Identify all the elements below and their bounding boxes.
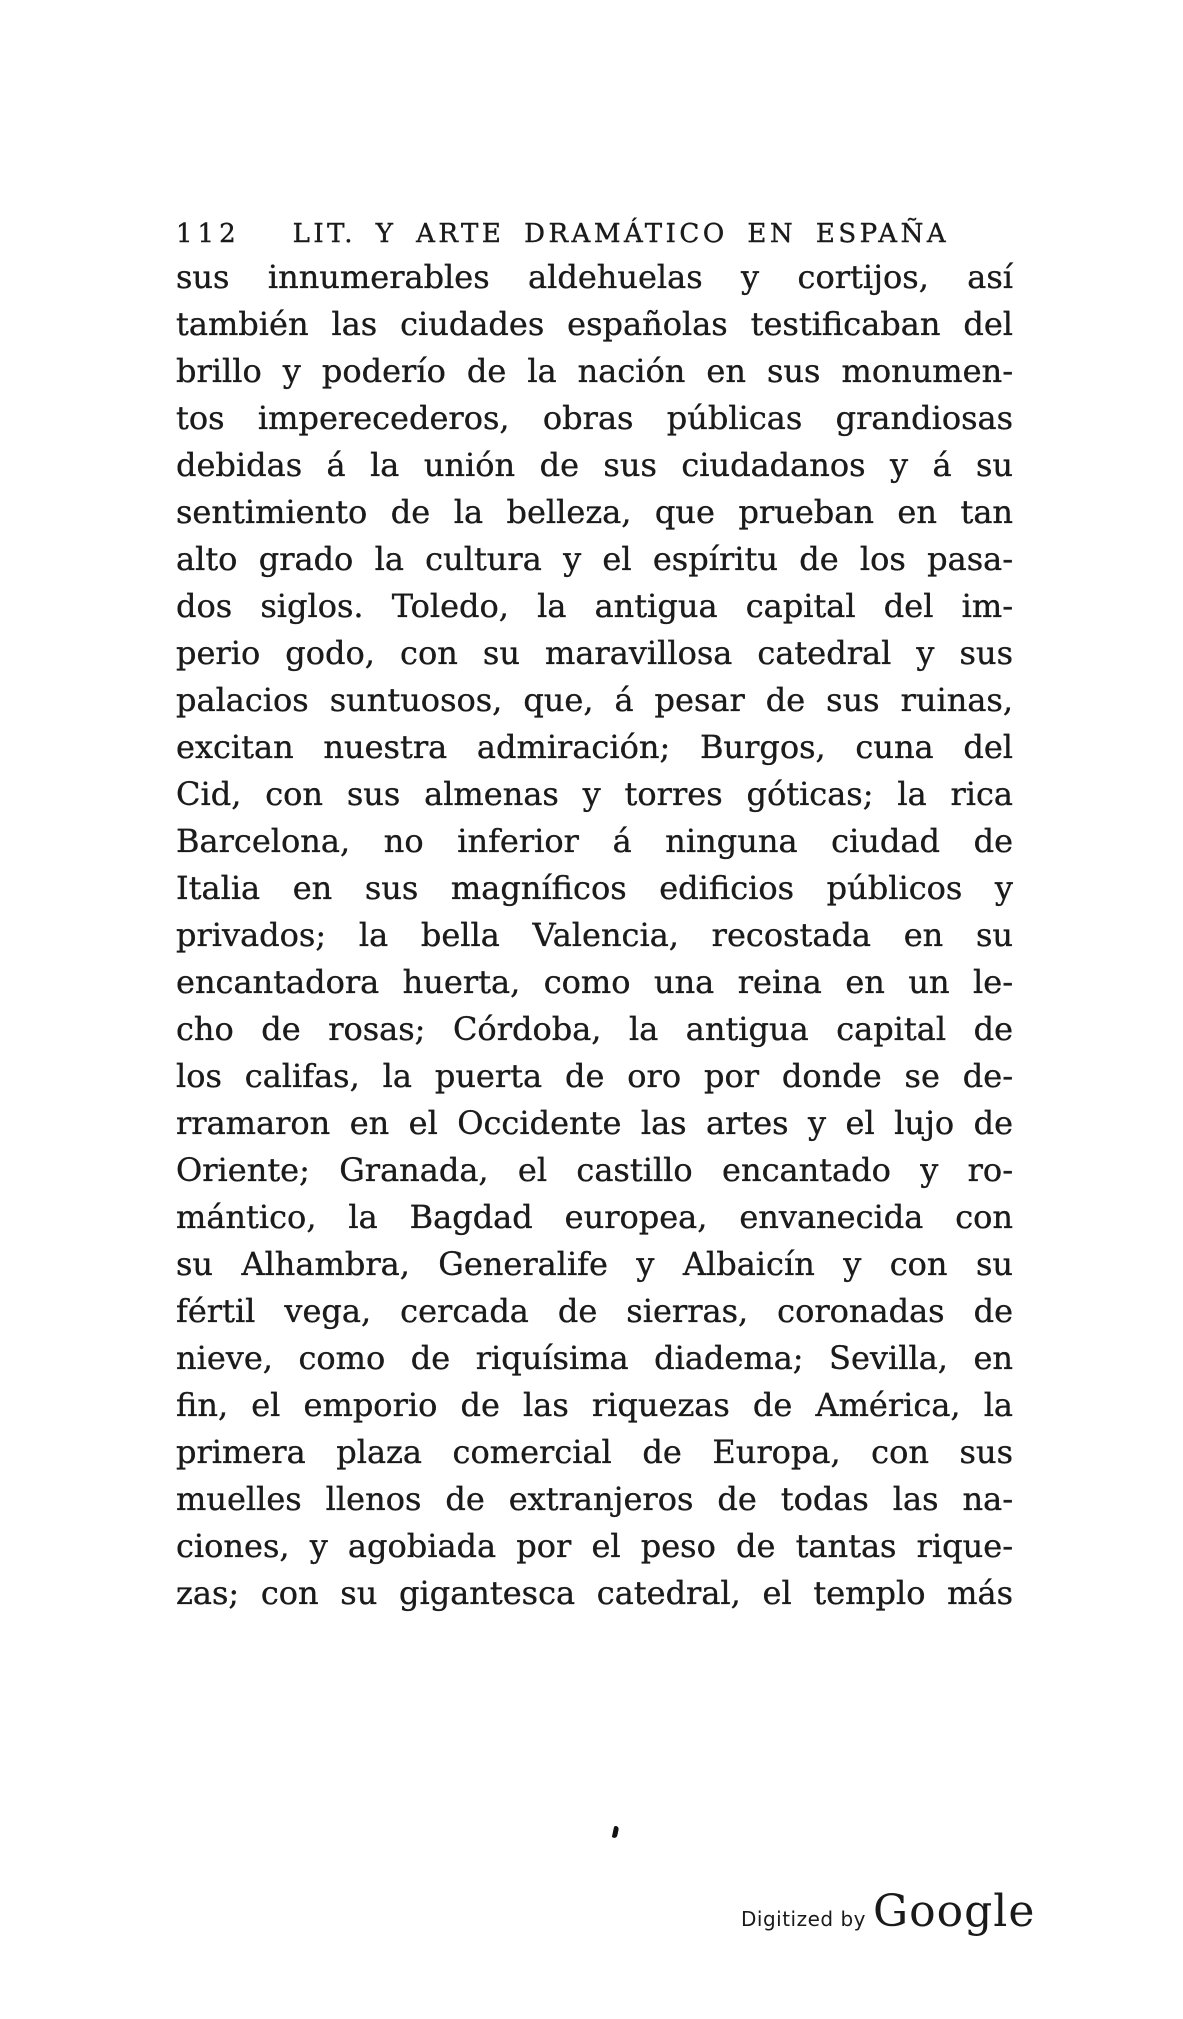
google-logo: Google [873, 1886, 1036, 1937]
text-line: dos siglos. Toledo, la antigua capital del im- [176, 587, 1013, 625]
text-line: también las ciudades españolas testificaban del [176, 305, 1013, 343]
text-line: brillo y poderío de la nación en sus monumen- [176, 352, 1013, 390]
text-line: mántico, la Bagdad europea, envanecida con [176, 1198, 1013, 1236]
text-line: debidas á la unión de sus ciudadanos y á su [176, 446, 1013, 484]
text-line: rramaron en el Occidente las artes y el lujo de [176, 1104, 1013, 1142]
watermark [741, 1886, 1035, 1937]
running-header [176, 219, 1016, 249]
text-line: encantadora huerta, como una reina en un le- [176, 963, 1013, 1001]
text-line: palacios suntuosos, que, á pesar de sus ruinas, [176, 681, 1013, 719]
running-title: LIT. Y ARTE DRAMÁTICO EN ESPAÑA [292, 219, 950, 249]
text-line: cho de rosas; Córdoba, la antigua capital de [176, 1010, 1013, 1048]
text-line: Italia en sus magníficos edificios públicos y [176, 869, 1013, 907]
text-line: privados; la bella Valencia, recostada en su [176, 916, 1013, 954]
text-line: primera plaza comercial de Europa, con sus [176, 1433, 1013, 1471]
text-line: perio godo, con su maravillosa catedral y sus [176, 634, 1013, 672]
digitized-by-label: Digitized by [741, 1907, 866, 1931]
text-line: ciones, y agobiada por el peso de tantas rique- [176, 1527, 1013, 1565]
text-line: tos imperecederos, obras públicas grandiosas [176, 399, 1013, 437]
text-line: sentimiento de la belleza, que prueban en tan [176, 493, 1013, 531]
text-line: excitan nuestra admiración; Burgos, cuna del [176, 728, 1013, 766]
text-line: muelles llenos de extranjeros de todas las na- [176, 1480, 1013, 1518]
scan-speck-artifact [612, 1826, 619, 1839]
text-line: alto grado la cultura y el espíritu de los pasa- [176, 540, 1013, 578]
text-line: fin, el emporio de las riquezas de América, la [176, 1386, 1013, 1424]
text-line: fértil vega, cercada de sierras, coronadas de [176, 1292, 1013, 1330]
text-line: sus innumerables aldehuelas y cortijos, así [176, 258, 1013, 296]
text-line: su Alhambra, Generalife y Albaicín y con su [176, 1245, 1013, 1283]
text-line: Oriente; Granada, el castillo encantado y ro- [176, 1151, 1013, 1189]
body-text [176, 254, 1013, 1617]
text-line: Cid, con sus almenas y torres góticas; la rica [176, 775, 1013, 813]
text-line: los califas, la puerta de oro por donde se de- [176, 1057, 1013, 1095]
page-number: 112 [176, 219, 241, 249]
text-line: zas; con su gigantesca catedral, el templo más [176, 1574, 1013, 1612]
text-line: nieve, como de riquísima diadema; Sevilla, en [176, 1339, 1013, 1377]
text-line: Barcelona, no inferior á ninguna ciudad de [176, 822, 1013, 860]
